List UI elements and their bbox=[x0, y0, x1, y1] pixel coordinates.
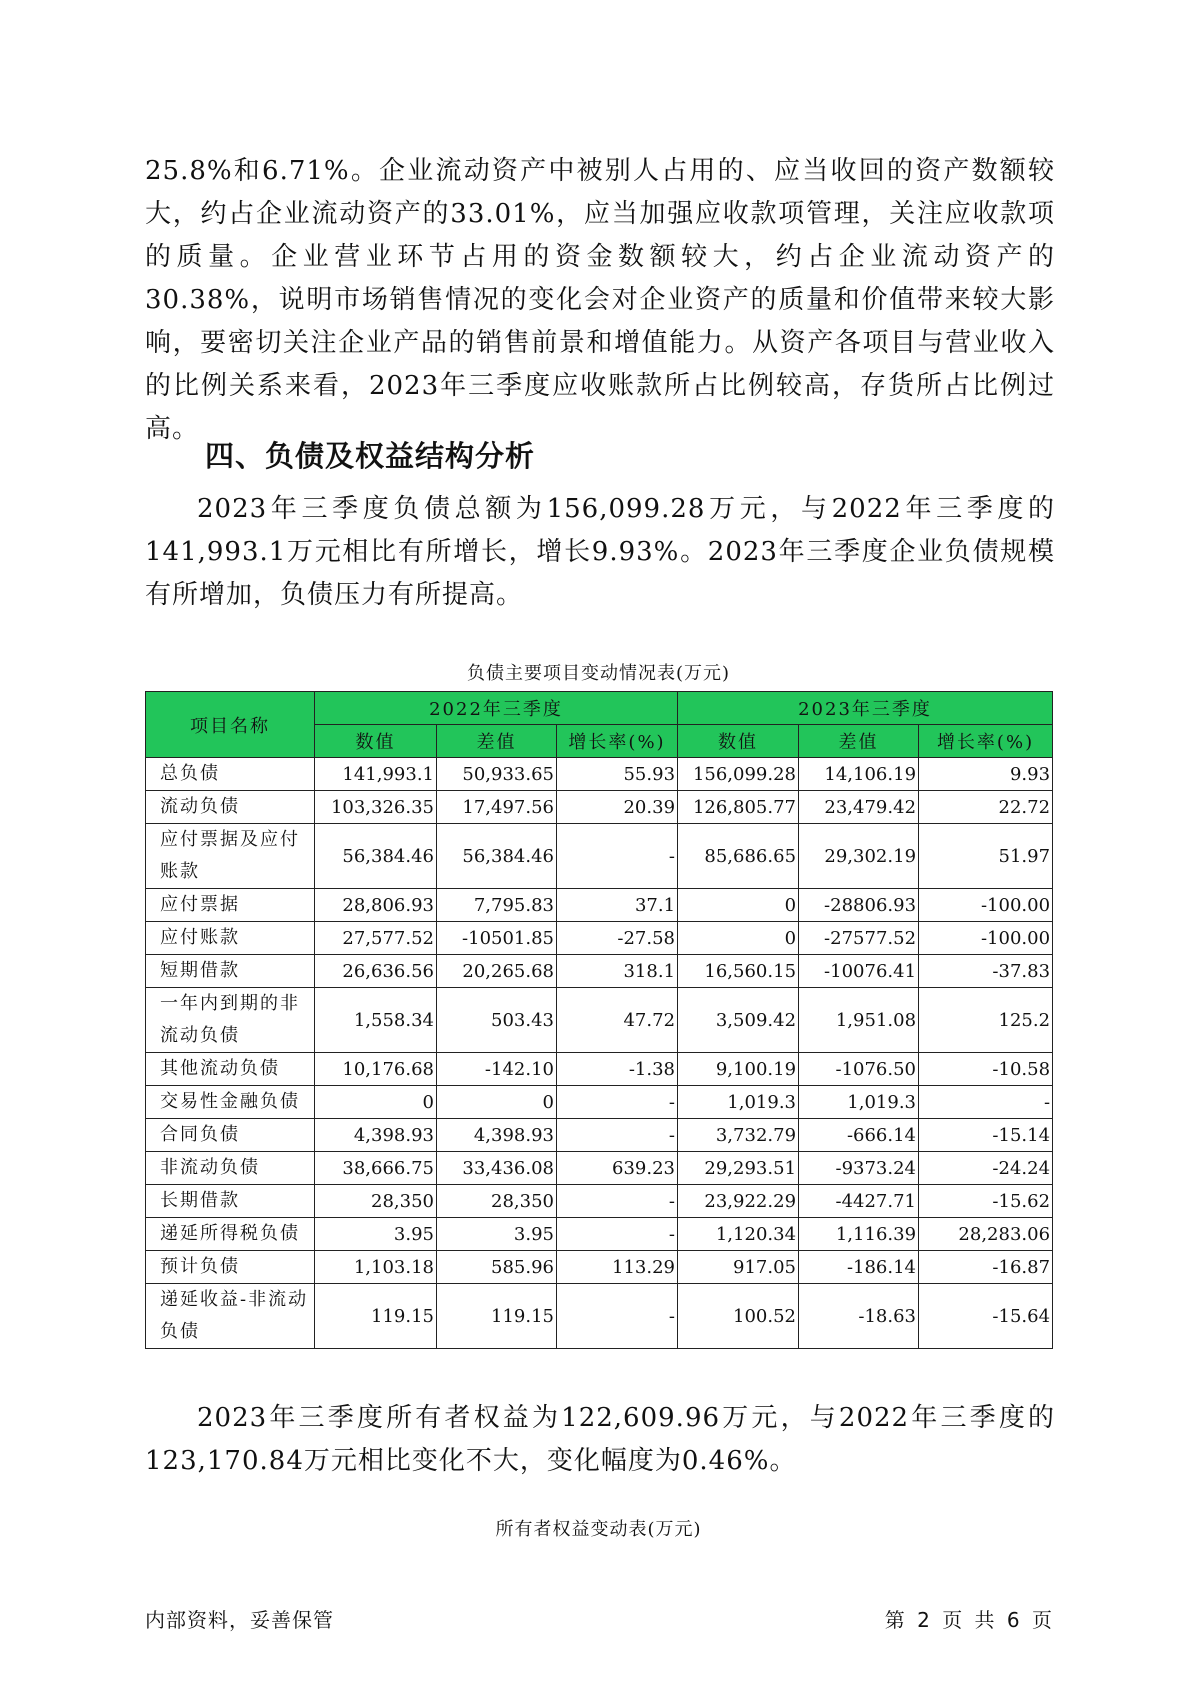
row-item-name: 预计负债 bbox=[146, 1251, 315, 1284]
table-row bbox=[146, 988, 1053, 1053]
cell-value-2022: 0 bbox=[315, 1086, 437, 1119]
cell-value-2023: 29,293.51 bbox=[678, 1152, 799, 1185]
body-paragraph-equity: 2023年三季度所有者权益为122,609.96万元，与2022年三季度的123,170.84万元相比变化不大，变化幅度为0.46%。 bbox=[145, 1403, 1055, 1476]
cell-growth-2022: - bbox=[557, 1284, 678, 1349]
cell-growth-2023: 9.93 bbox=[919, 758, 1053, 791]
cell-value-2022: 38,666.75 bbox=[315, 1152, 437, 1185]
table-caption-equity: 所有者权益变动表(万元) bbox=[495, 1519, 702, 1540]
column-header-growth-2023: 增长率(%) bbox=[919, 725, 1053, 758]
cell-value-2023: 3,732.79 bbox=[678, 1119, 799, 1152]
cell-growth-2022: 55.93 bbox=[557, 758, 678, 791]
cell-value-2023: 156,099.28 bbox=[678, 758, 799, 791]
cell-diff-2023: -9373.24 bbox=[799, 1152, 919, 1185]
cell-diff-2023: -4427.71 bbox=[799, 1185, 919, 1218]
table-row bbox=[146, 1053, 1053, 1086]
cell-value-2023: 9,100.19 bbox=[678, 1053, 799, 1086]
cell-value-2022: 119.15 bbox=[315, 1284, 437, 1349]
row-item-name: 其他流动负债 bbox=[146, 1053, 315, 1086]
cell-growth-2023: -15.62 bbox=[919, 1185, 1053, 1218]
cell-value-2023: 126,805.77 bbox=[678, 791, 799, 824]
liability-change-table bbox=[145, 691, 1053, 1349]
row-item-name: 非流动负债 bbox=[146, 1152, 315, 1185]
column-header-diff-2022: 差值 bbox=[437, 725, 557, 758]
cell-growth-2023: -100.00 bbox=[919, 889, 1053, 922]
cell-growth-2022: - bbox=[557, 1218, 678, 1251]
cell-diff-2023: 1,116.39 bbox=[799, 1218, 919, 1251]
cell-value-2023: 917.05 bbox=[678, 1251, 799, 1284]
cell-diff-2022: 17,497.56 bbox=[437, 791, 557, 824]
cell-growth-2022: 113.29 bbox=[557, 1251, 678, 1284]
table-row bbox=[146, 1251, 1053, 1284]
cell-growth-2022: 318.1 bbox=[557, 955, 678, 988]
footer-page-number: 第 2 页 共 6 页 bbox=[884, 1608, 1053, 1632]
row-item-name: 短期借款 bbox=[146, 955, 315, 988]
cell-growth-2023: -15.64 bbox=[919, 1284, 1053, 1349]
cell-diff-2022: 50,933.65 bbox=[437, 758, 557, 791]
row-item-name: 总负债 bbox=[146, 758, 315, 791]
cell-diff-2022: 28,350 bbox=[437, 1185, 557, 1218]
row-item-name: 交易性金融负债 bbox=[146, 1086, 315, 1119]
cell-value-2022: 26,636.56 bbox=[315, 955, 437, 988]
table-caption-liabilities: 负债主要项目变动情况表(万元) bbox=[466, 663, 731, 684]
cell-growth-2022: - bbox=[557, 1185, 678, 1218]
cell-diff-2023: -18.63 bbox=[799, 1284, 919, 1349]
row-item-name: 应付账款 bbox=[146, 922, 315, 955]
column-header-value-2023: 数值 bbox=[678, 725, 799, 758]
cell-value-2023: 1,019.3 bbox=[678, 1086, 799, 1119]
cell-value-2023: 100.52 bbox=[678, 1284, 799, 1349]
cell-diff-2022: 33,436.08 bbox=[437, 1152, 557, 1185]
cell-diff-2023: 29,302.19 bbox=[799, 824, 919, 889]
cell-diff-2022: 585.96 bbox=[437, 1251, 557, 1284]
cell-diff-2023: -10076.41 bbox=[799, 955, 919, 988]
table-row bbox=[146, 1284, 1053, 1349]
cell-growth-2022: 37.1 bbox=[557, 889, 678, 922]
cell-growth-2022: - bbox=[557, 824, 678, 889]
cell-diff-2023: 1,019.3 bbox=[799, 1086, 919, 1119]
row-item-name: 递延收益-非流动负债 bbox=[146, 1284, 315, 1349]
cell-value-2022: 3.95 bbox=[315, 1218, 437, 1251]
cell-diff-2023: -27577.52 bbox=[799, 922, 919, 955]
cell-diff-2023: 23,479.42 bbox=[799, 791, 919, 824]
cell-growth-2023: -10.58 bbox=[919, 1053, 1053, 1086]
cell-diff-2022: 56,384.46 bbox=[437, 824, 557, 889]
table-row bbox=[146, 1218, 1053, 1251]
cell-growth-2023: - bbox=[919, 1086, 1053, 1119]
cell-value-2023: 85,686.65 bbox=[678, 824, 799, 889]
cell-growth-2022: - bbox=[557, 1119, 678, 1152]
footer-confidential-note: 内部资料，妥善保管 bbox=[145, 1608, 334, 1632]
cell-diff-2023: -666.14 bbox=[799, 1119, 919, 1152]
cell-value-2022: 1,558.34 bbox=[315, 988, 437, 1053]
cell-diff-2022: 7,795.83 bbox=[437, 889, 557, 922]
cell-growth-2022: 639.23 bbox=[557, 1152, 678, 1185]
table-row bbox=[146, 1152, 1053, 1185]
column-header-diff-2023: 差值 bbox=[799, 725, 919, 758]
row-item-name: 递延所得税负债 bbox=[146, 1218, 315, 1251]
column-header-2022-q3: 2022年三季度 bbox=[315, 692, 678, 725]
cell-growth-2023: 125.2 bbox=[919, 988, 1053, 1053]
table-row bbox=[146, 1086, 1053, 1119]
cell-diff-2022: 119.15 bbox=[437, 1284, 557, 1349]
cell-growth-2023: -16.87 bbox=[919, 1251, 1053, 1284]
table-row bbox=[146, 824, 1053, 889]
row-item-name: 应付票据及应付账款 bbox=[146, 824, 315, 889]
cell-value-2022: 56,384.46 bbox=[315, 824, 437, 889]
column-header-value-2022: 数值 bbox=[315, 725, 437, 758]
cell-diff-2023: -28806.93 bbox=[799, 889, 919, 922]
column-header-growth-2022: 增长率(%) bbox=[557, 725, 678, 758]
table-row bbox=[146, 889, 1053, 922]
cell-value-2022: 27,577.52 bbox=[315, 922, 437, 955]
cell-diff-2022: 0 bbox=[437, 1086, 557, 1119]
table-header-row-periods bbox=[146, 692, 1053, 725]
cell-growth-2022: -27.58 bbox=[557, 922, 678, 955]
row-item-name: 长期借款 bbox=[146, 1185, 315, 1218]
cell-growth-2023: -24.24 bbox=[919, 1152, 1053, 1185]
cell-value-2022: 28,806.93 bbox=[315, 889, 437, 922]
cell-diff-2022: 20,265.68 bbox=[437, 955, 557, 988]
cell-value-2023: 1,120.34 bbox=[678, 1218, 799, 1251]
cell-growth-2023: -100.00 bbox=[919, 922, 1053, 955]
cell-value-2022: 1,103.18 bbox=[315, 1251, 437, 1284]
cell-diff-2023: -1076.50 bbox=[799, 1053, 919, 1086]
column-header-2023-q3: 2023年三季度 bbox=[678, 692, 1053, 725]
row-item-name: 应付票据 bbox=[146, 889, 315, 922]
cell-value-2023: 23,922.29 bbox=[678, 1185, 799, 1218]
cell-growth-2022: - bbox=[557, 1086, 678, 1119]
cell-growth-2022: 47.72 bbox=[557, 988, 678, 1053]
cell-diff-2022: -142.10 bbox=[437, 1053, 557, 1086]
section-heading-liabilities-equity: 四、负债及权益结构分析 bbox=[205, 439, 536, 473]
body-paragraph-assets-summary: 25.8%和6.71%。企业流动资产中被别人占用的、应当收回的资产数额较大，约占企业流动资产的33.01%，应当加强应收款项管理，关注应收款项的质量。企业营业环节占用的资金数额较大，约占企业流动资产的30.38%，说明市场销售情况的变化会对企业资产的质量和价值带来较大影响，要密切关注企业产品的销售前景和增值能力。从资产各项目与营业收入的比例关系来看，2023年三季度应收账款所占比例较高，存货所占比例过高。 bbox=[145, 156, 1055, 444]
row-item-name: 流动负债 bbox=[146, 791, 315, 824]
cell-diff-2023: 14,106.19 bbox=[799, 758, 919, 791]
cell-value-2022: 103,326.35 bbox=[315, 791, 437, 824]
cell-value-2023: 0 bbox=[678, 922, 799, 955]
row-item-name: 一年内到期的非流动负债 bbox=[146, 988, 315, 1053]
cell-diff-2023: 1,951.08 bbox=[799, 988, 919, 1053]
cell-growth-2023: -37.83 bbox=[919, 955, 1053, 988]
cell-value-2023: 0 bbox=[678, 889, 799, 922]
cell-value-2022: 4,398.93 bbox=[315, 1119, 437, 1152]
cell-diff-2023: -186.14 bbox=[799, 1251, 919, 1284]
cell-growth-2022: -1.38 bbox=[557, 1053, 678, 1086]
table-row bbox=[146, 955, 1053, 988]
table-row bbox=[146, 791, 1053, 824]
table-row bbox=[146, 1185, 1053, 1218]
cell-diff-2022: -10501.85 bbox=[437, 922, 557, 955]
cell-growth-2023: -15.14 bbox=[919, 1119, 1053, 1152]
cell-diff-2022: 3.95 bbox=[437, 1218, 557, 1251]
column-header-item-name: 项目名称 bbox=[146, 692, 315, 758]
body-paragraph-liabilities: 2023年三季度负债总额为156,099.28万元，与2022年三季度的141,993.1万元相比有所增长，增长9.93%。2023年三季度企业负债规模有所增加，负债压力有所提高。 bbox=[145, 494, 1055, 610]
table-row bbox=[146, 922, 1053, 955]
cell-diff-2022: 503.43 bbox=[437, 988, 557, 1053]
table-row bbox=[146, 1119, 1053, 1152]
cell-value-2023: 3,509.42 bbox=[678, 988, 799, 1053]
cell-value-2022: 10,176.68 bbox=[315, 1053, 437, 1086]
cell-value-2023: 16,560.15 bbox=[678, 955, 799, 988]
cell-diff-2022: 4,398.93 bbox=[437, 1119, 557, 1152]
cell-growth-2023: 22.72 bbox=[919, 791, 1053, 824]
cell-value-2022: 28,350 bbox=[315, 1185, 437, 1218]
table-row bbox=[146, 758, 1053, 791]
cell-growth-2022: 20.39 bbox=[557, 791, 678, 824]
cell-growth-2023: 51.97 bbox=[919, 824, 1053, 889]
row-item-name: 合同负债 bbox=[146, 1119, 315, 1152]
cell-growth-2023: 28,283.06 bbox=[919, 1218, 1053, 1251]
cell-value-2022: 141,993.1 bbox=[315, 758, 437, 791]
